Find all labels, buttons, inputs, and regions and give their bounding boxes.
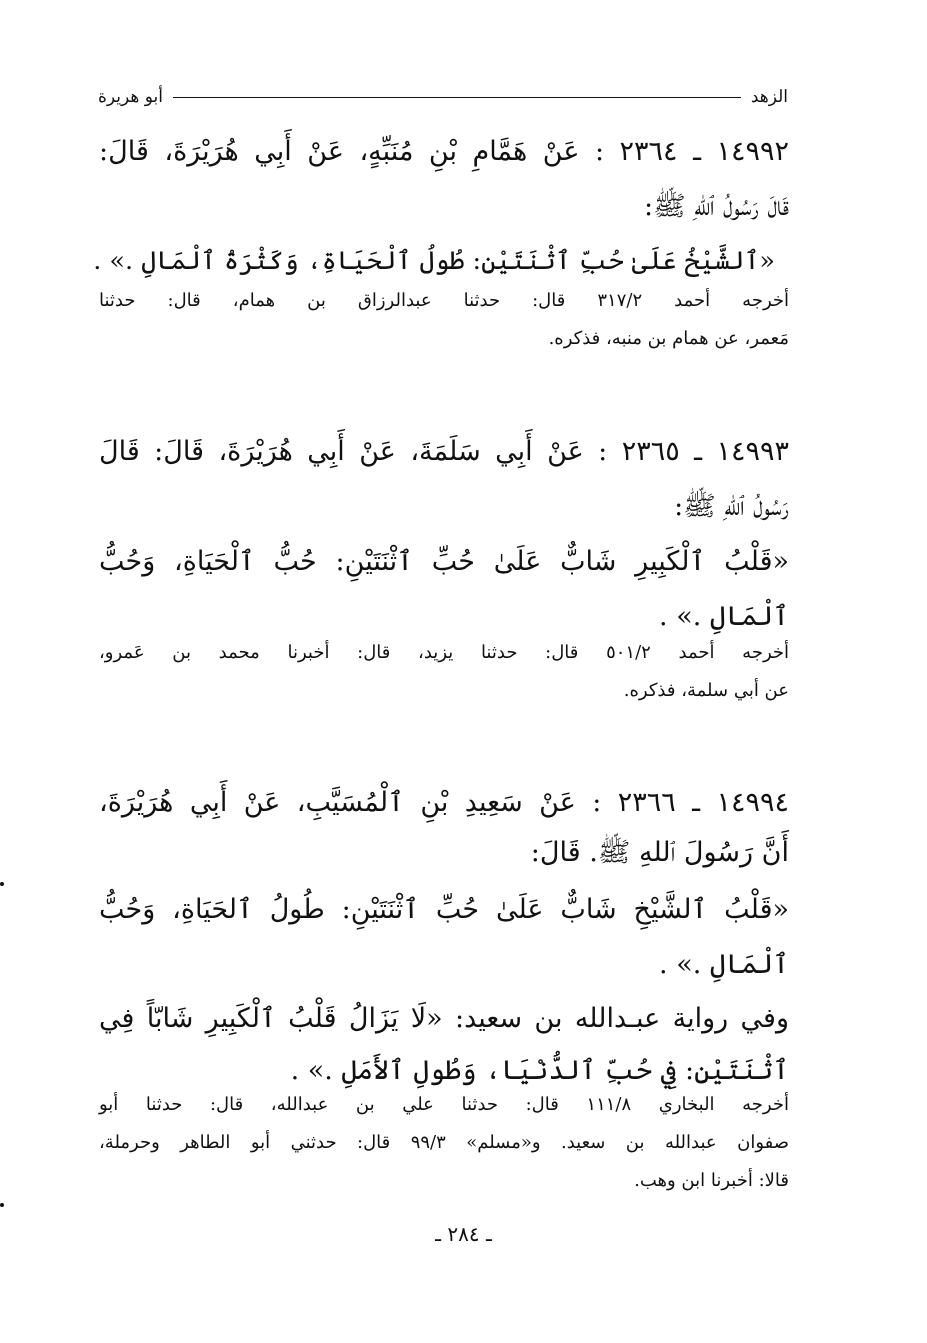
running-header [98,82,788,112]
hadith-line: «قَلْبُ ٱلْكَبِيرِ شَابٌّ عَلَىٰ حُبِّ ٱثْنَتَيْنِ: حُبُّ ٱلْحَيَاةِ، وَحُبُّ [99,546,789,577]
hadith-line: ١٤٩٩٣ ـ ٢٣٦٥ : عَنْ أَبِي سَلَمَةَ، عَنْ أَبِي هُرَيْرَةَ، قَالَ: قَالَ [99,436,790,467]
hadith-text [99,424,789,644]
hadith-line: ٱثْنَتَيْنِ: فِي حُبِّ ٱلدُّنْيَا، وَطُولِ ٱلأَمَلِ .» . [290,1055,789,1086]
hadith-line: ٱلْمَالِ .» . [659,949,789,980]
header-rule [173,97,741,98]
note-line: مَعمر، عن همام بن منبه، فذكره. [548,328,789,349]
header-narrator: أبو هريرة [98,87,164,107]
note-line: أخرجه أحمد ٣١٧/٢ قال: حدثنا عبدالرزاق بن همام، قال: حدثنا [99,290,790,311]
takhrij-note [99,282,789,362]
hadith-line: ١٤٩٩٤ ـ ٢٣٦٦ : عَنْ سَعِيدِ بْنِ ٱلْمُسَيَّبِ، عَنْ أَبِي هُرَيْرَةَ، [99,787,790,818]
note-line: أخرجه البخاري ١١١/٨ قال: حدثنا علي بن عبدالله، قال: حدثنا أبو [99,1094,789,1115]
hadith-line: ٱلْمَالِ .» . [659,601,789,632]
hadith-line: قَالَ رَسُولُ ٱللهِ ﷺ: [643,191,789,222]
hadith-text [93,124,789,289]
note-line: أخرجه أحمد ٥٠١/٢ قال: حدثنا يزيد، قال: أخبرنا محمد بن عَمرو، [99,642,790,663]
hadith-text [99,775,789,1105]
takhrij-note [99,634,789,714]
hadith-line: رَسُولُ ٱللهِ ﷺ: [674,491,789,522]
header-book-title: الزهد [750,87,788,107]
takhrij-note [99,1086,789,1206]
note-line: صفوان عبدالله بن سعيد. و«مسلم» ٩٩/٣ قال: حدثني أبو الطاهر وحرملة، [99,1132,790,1153]
hadith-line: «ٱلشَّيْخُ عَلَىٰ حُبِّ ٱثْنَتَيْنِ: طُولُ ٱلْحَيَاةِ، وَكَثْرَةُ ٱلْمَالِ .» . [93,246,775,276]
hadith-line: وفي رواية عبـدالله بن سعيد: «لَا يَزَالُ قَلْبُ ٱلْكَبِيرِ شَابّاً فِي [99,1003,789,1034]
page-number: ـ ٢٨٤ ـ [435,1222,492,1246]
note-line: قالا: أخبرنا ابن وهب. [634,1170,789,1191]
scan-speck [0,1203,4,1207]
hadith-line: ١٤٩٩٢ ـ ٢٣٦٤ : عَنْ هَمَّامِ بْنِ مُنَبِّهٍ، عَنْ أَبِي هُرَيْرَةَ، قَالَ: [99,136,789,167]
hadith-line: أَنَّ رَسُولَ ٱللهِ ﷺ. قَالَ: [530,837,789,868]
hadith-line: «قَلْبُ ٱلشَّيْخِ شَابٌّ عَلَىٰ حُبِّ ٱثْنَتَيْنِ: طُولُ ٱلحَيَاةِ، وَحُبُّ [99,894,789,925]
scan-speck [0,882,4,886]
note-line: عن أبي سلمة، فذكره. [623,680,789,701]
